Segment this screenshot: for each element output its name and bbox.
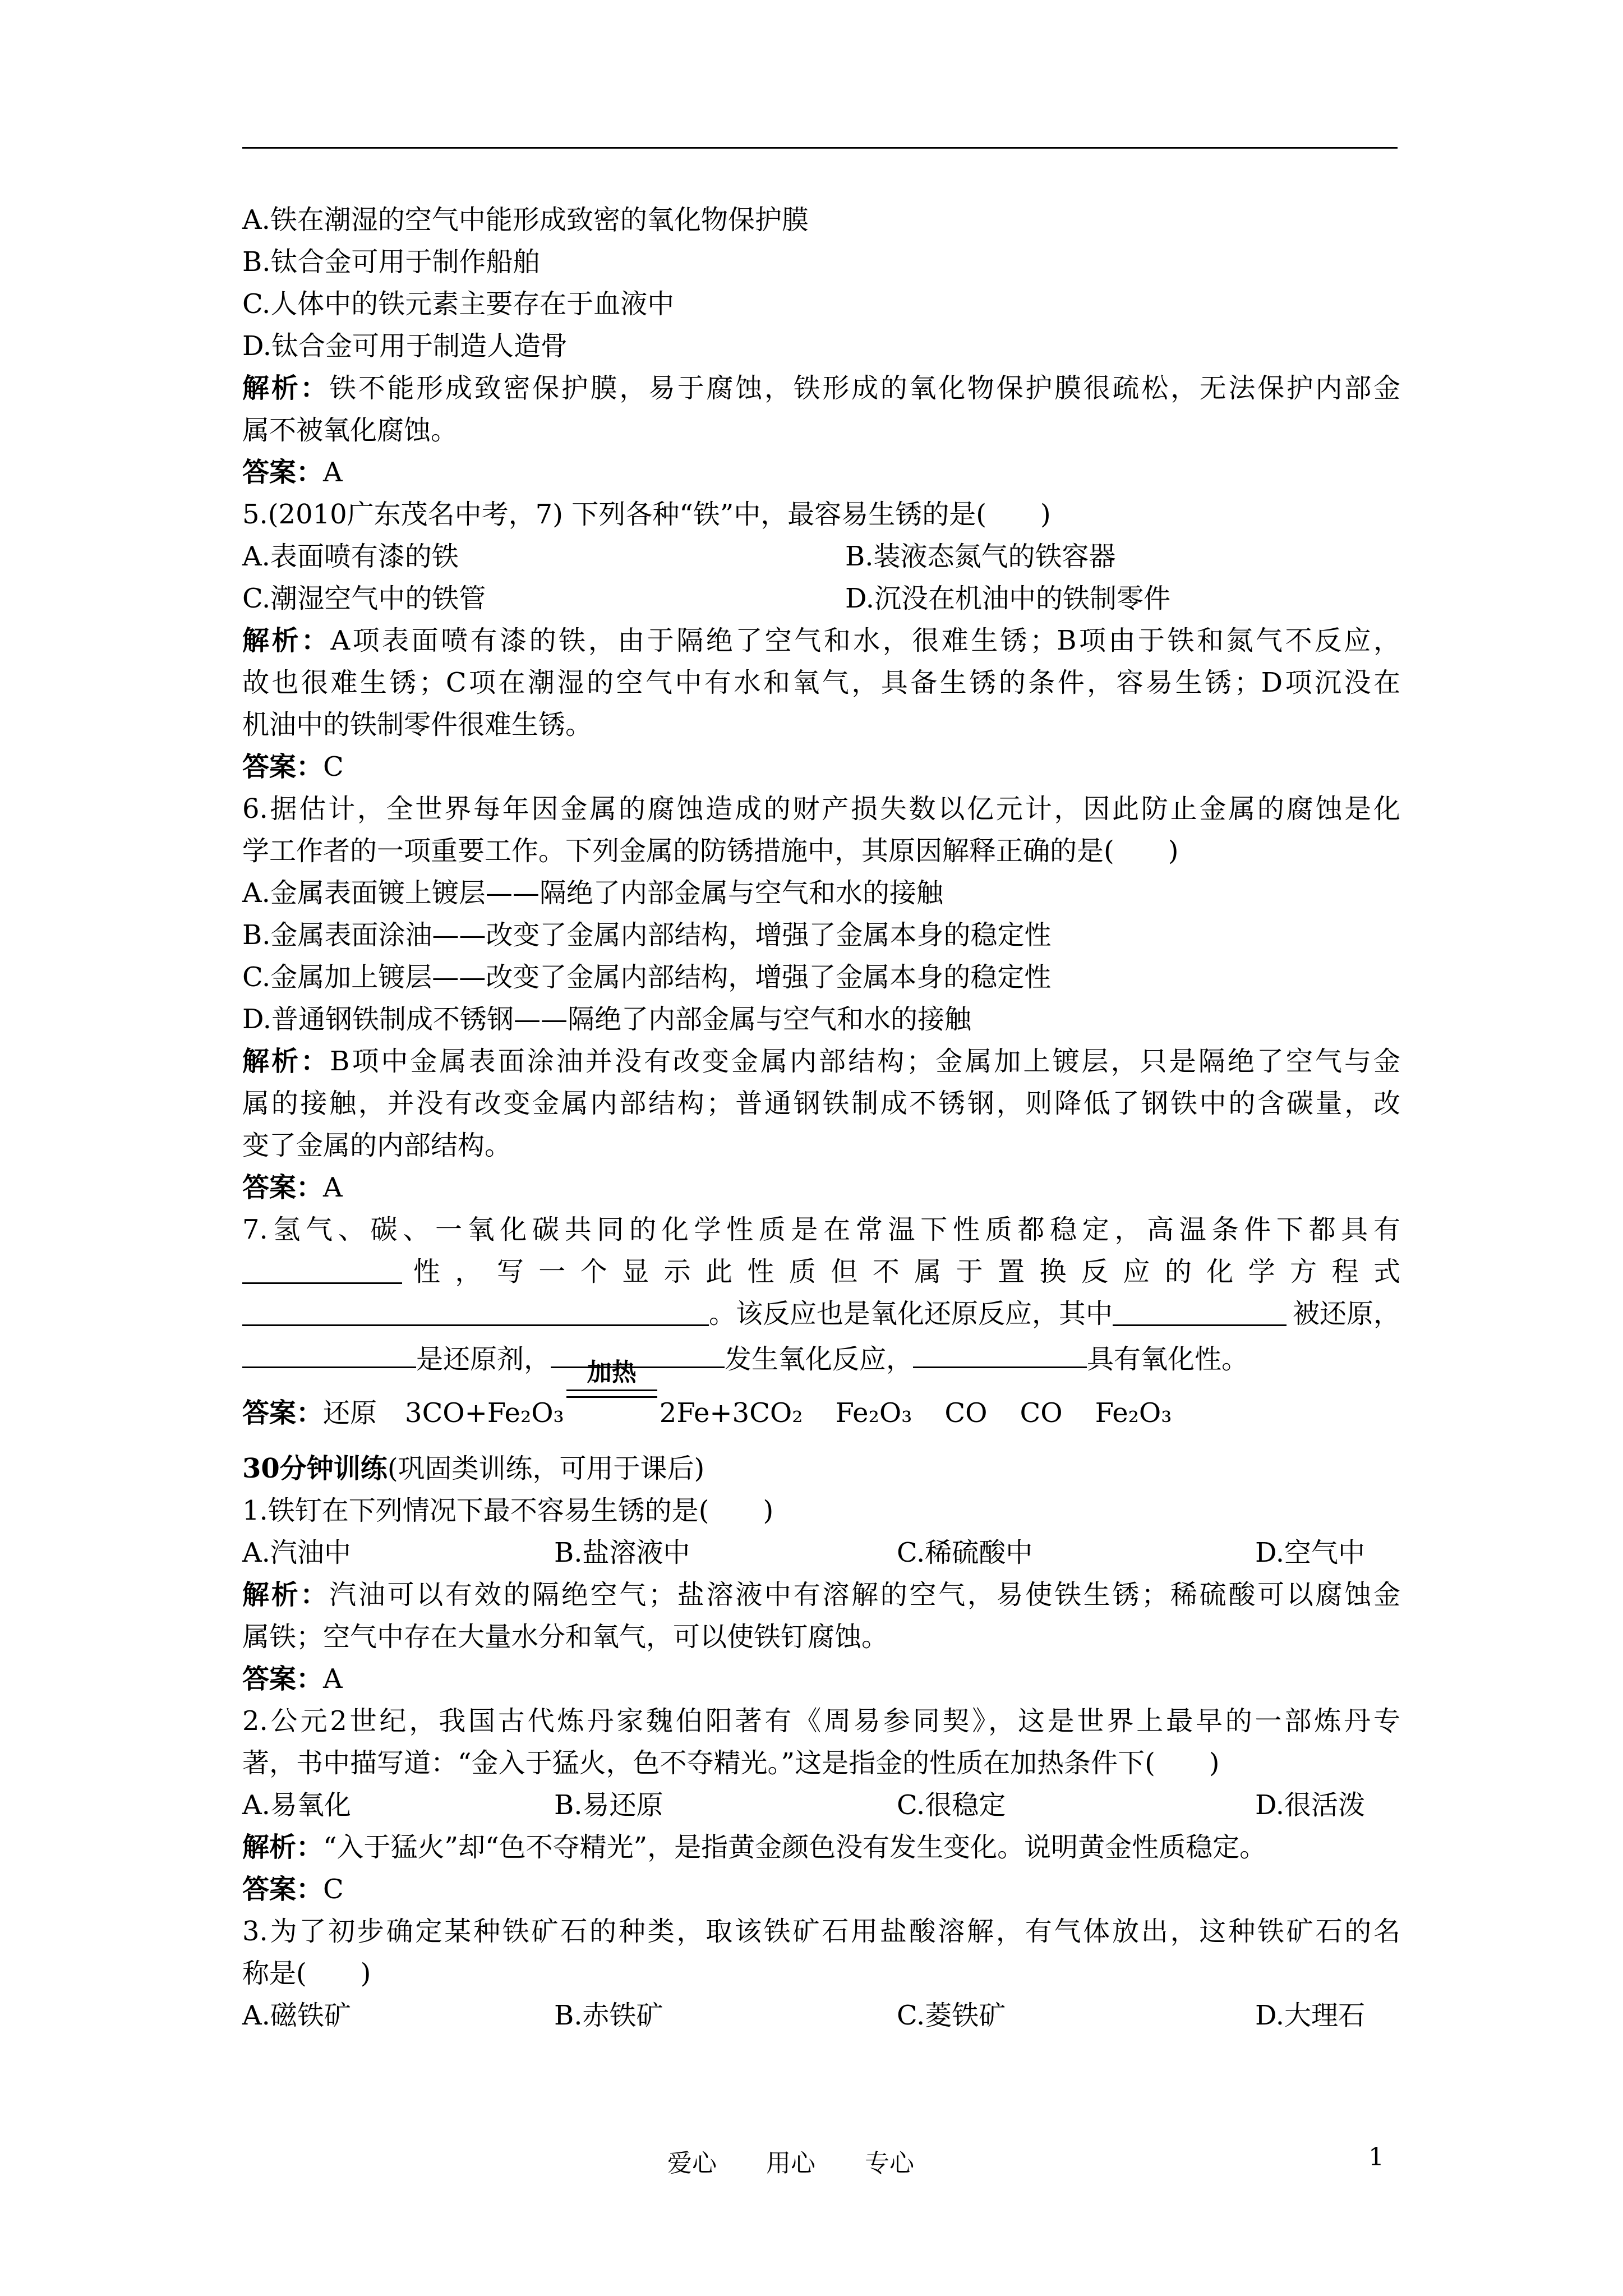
answer-value: A [323, 1172, 343, 1203]
q6-option-d: D.普通钢铁制成不锈钢——隔绝了内部金属与空气和水的接触 [242, 1004, 972, 1035]
t1-analysis-line1 [242, 1574, 1400, 1616]
answer-value: C [323, 1874, 344, 1905]
t3-option-b: B.赤铁矿 [554, 2000, 663, 2031]
answer-item: Fe₂O₃ [1095, 1397, 1172, 1429]
t1-analysis-line2: 属铁；空气中存在大量水分和氧气，可以使铁钉腐蚀。 [242, 1621, 889, 1653]
analysis-text: “入于猛火”却“色不夺精光”，是指黄金颜色没有发生变化。说明黄金性质稳定。 [323, 1832, 1267, 1863]
t1-option-c: C.稀硫酸中 [897, 1537, 1033, 1568]
analysis-label: 解析： [242, 1832, 324, 1863]
t3-option-d: D.大理石 [1255, 2000, 1366, 2031]
q6-stem-line2: 学工作者的一项重要工作。下列金属的防锈措施中，其原因解释正确的是( ) [242, 835, 1179, 867]
q6-stem-line1: 6.据估计，全世界每年因金属的腐蚀造成的财产损失数以亿元计，因此防止金属的腐蚀是化 [242, 793, 1400, 825]
q7-stem-line2-text: 性，写一个显示此性质但不属于置换反应的化学方程式 [413, 1256, 1400, 1287]
q5-stem: 5.(2010广东茂名中考，7) 下列各种“铁”中，最容易生锈的是( ) [242, 499, 1051, 530]
footer-motto: 爱心 用心 专心 [667, 2149, 914, 2178]
t3-stem-line1: 3.为了初步确定某种铁矿石的种类，取该铁矿石用盐酸溶解，有气体放出，这种铁矿石的名 [242, 1916, 1400, 1947]
equals-sign [566, 1389, 657, 1398]
analysis-text: A项表面喷有漆的铁，由于隔绝了空气和水，很难生锈；B项由于铁和氮气不反应， [330, 625, 1400, 656]
q5-options-row1 [242, 536, 1400, 578]
q5-answer [242, 746, 1400, 788]
fill-blank-1[interactable] [242, 1251, 402, 1284]
q7-stem-line4-c: 具有氧化性。 [1087, 1343, 1249, 1375]
analysis-label: 解析： [242, 1579, 330, 1611]
q6-analysis-line1 [242, 1041, 1400, 1083]
q7-stem-line3 [242, 1293, 1400, 1335]
answer-value: A [323, 1663, 343, 1695]
t3-option-a: A.磁铁矿 [242, 2000, 351, 2031]
answer-item: Fe₂O₃ [835, 1397, 912, 1429]
answer-item: CO [1020, 1397, 1063, 1429]
q5-analysis-line3: 机油中的铁制零件很难生锈。 [242, 709, 593, 740]
answer-label: 答案： [242, 1663, 324, 1695]
answer-word: 还原 [323, 1397, 377, 1429]
t2-stem-line1: 2.公元2世纪，我国古代炼丹家魏伯阳著有《周易参同契》，这是世界上最早的一部炼丹专 [242, 1705, 1400, 1737]
q5-option-a: A.表面喷有漆的铁 [242, 541, 459, 572]
t1-answer [242, 1658, 1400, 1700]
q6-answer [242, 1167, 1400, 1209]
reaction-condition: 加热 [587, 1358, 637, 1387]
q7-stem-line2 [242, 1251, 1400, 1293]
t2-answer [242, 1869, 1400, 1911]
section-subtitle: (巩固类训练，可用于课后) [387, 1453, 705, 1484]
fill-blank-6[interactable] [913, 1335, 1087, 1368]
q4-option-b: B.钛合金可用于制作船舶 [242, 246, 540, 278]
page-number: 1 [1368, 2143, 1384, 2171]
answer-label: 答案： [242, 457, 324, 488]
reaction-arrow [564, 1358, 660, 1438]
t1-option-d: D.空气中 [1255, 1537, 1366, 1568]
answer-label: 答案： [242, 1874, 324, 1905]
analysis-label: 解析： [242, 625, 331, 656]
q7-stem-line1: 7.氢气、碳、一氧化碳共同的化学性质是在常温下性质都稳定，高温条件下都具有 [242, 1214, 1400, 1245]
t2-stem-line2: 著，书中描写道：“金入于猛火，色不夺精光。”这是指金的性质在加热条件下( ) [242, 1747, 1220, 1779]
q6-analysis-line2: 属的接触，并没有改变金属内部结构；普通钢铁制成不锈钢，则降低了钢铁中的含碳量，改 [242, 1088, 1400, 1119]
equation-right: 2Fe+3CO₂ [659, 1397, 803, 1429]
q5-option-b: B.装液态氮气的铁容器 [845, 541, 1116, 572]
q7-stem-line3-a: 。该反应也是氧化还原反应，其中 [709, 1298, 1113, 1329]
q4-option-d: D.钛合金可用于制造人造骨 [242, 330, 568, 362]
t3-stem-line2: 称是( ) [242, 1958, 371, 1989]
q4-analysis-line2: 属不被氧化腐蚀。 [242, 415, 458, 446]
analysis-text: 铁不能形成致密保护膜，易于腐蚀，铁形成的氧化物保护膜很疏松，无法保护内部金 [329, 372, 1400, 404]
q4-option-a: A.铁在潮湿的空气中能形成致密的氧化物保护膜 [242, 204, 809, 236]
q4-answer [242, 452, 1400, 494]
q5-options-row2 [242, 578, 1400, 620]
q6-option-c: C.金属加上镀层——改变了金属内部结构，增强了金属本身的稳定性 [242, 961, 1052, 993]
q5-option-c: C.潮湿空气中的铁管 [242, 583, 486, 614]
q6-option-b: B.金属表面涂油——改变了金属内部结构，增强了金属本身的稳定性 [242, 919, 1052, 951]
t3-options [242, 1995, 1400, 2037]
t2-option-d: D.很活泼 [1255, 1789, 1366, 1821]
t2-options [242, 1784, 1400, 1826]
q7-stem-line3-b: 被还原， [1292, 1298, 1400, 1329]
q5-analysis-line1 [242, 620, 1400, 662]
fill-blank-4[interactable] [242, 1335, 416, 1368]
t2-option-a: A.易氧化 [242, 1789, 351, 1821]
q6-analysis-line3: 变了金属的内部结构。 [242, 1130, 512, 1161]
section-title: 30分钟训练 [242, 1453, 388, 1484]
answer-label: 答案： [242, 751, 324, 783]
q7-stem-line4-a: 是还原剂， [416, 1343, 551, 1375]
equation-left: 3CO+Fe₂O₃ [405, 1397, 564, 1429]
fill-blank-2[interactable] [242, 1293, 709, 1326]
t1-options [242, 1532, 1400, 1574]
page-content [242, 199, 1400, 2037]
answer-value: A [323, 457, 343, 488]
analysis-label: 解析： [242, 372, 330, 404]
t3-option-c: C.菱铁矿 [897, 2000, 1006, 2031]
section-heading [242, 1448, 1400, 1490]
q6-option-a: A.金属表面镀上镀层——隔绝了内部金属与空气和水的接触 [242, 877, 943, 909]
t2-option-c: C.很稳定 [897, 1789, 1006, 1821]
answer-label: 答案： [242, 1172, 324, 1203]
q5-option-d: D.沉没在机油中的铁制零件 [845, 583, 1171, 614]
answer-value: C [323, 751, 344, 783]
q4-analysis-line1 [242, 367, 1400, 409]
answer-label: 答案： [242, 1397, 324, 1429]
q7-stem-line4 [242, 1335, 1400, 1377]
q5-analysis-line2: 故也很难生锈；C项在潮湿的空气中有水和氧气，具备生锈的条件，容易生锈；D项沉没在 [242, 667, 1400, 698]
analysis-label: 解析： [242, 1046, 330, 1077]
t1-stem: 1.铁钉在下列情况下最不容易生锈的是( ) [242, 1495, 774, 1526]
analysis-text: 汽油可以有效的隔绝空气；盐溶液中有溶解的空气，易使铁生锈；稀硫酸可以腐蚀金 [329, 1579, 1400, 1611]
t1-option-a: A.汽油中 [242, 1537, 351, 1568]
t2-option-b: B.易还原 [554, 1789, 663, 1821]
t1-option-b: B.盐溶液中 [554, 1537, 690, 1568]
fill-blank-3[interactable] [1113, 1293, 1287, 1326]
header-rule [242, 147, 1398, 149]
t2-analysis [242, 1826, 1400, 1869]
q4-option-c: C.人体中的铁元素主要存在于血液中 [242, 288, 675, 320]
answer-item: CO [944, 1397, 988, 1429]
q7-stem-line4-b: 发生氧化反应， [725, 1343, 914, 1375]
analysis-text: B项中金属表面涂油并没有改变金属内部结构；金属加上镀层，只是隔绝了空气与金 [330, 1046, 1400, 1077]
